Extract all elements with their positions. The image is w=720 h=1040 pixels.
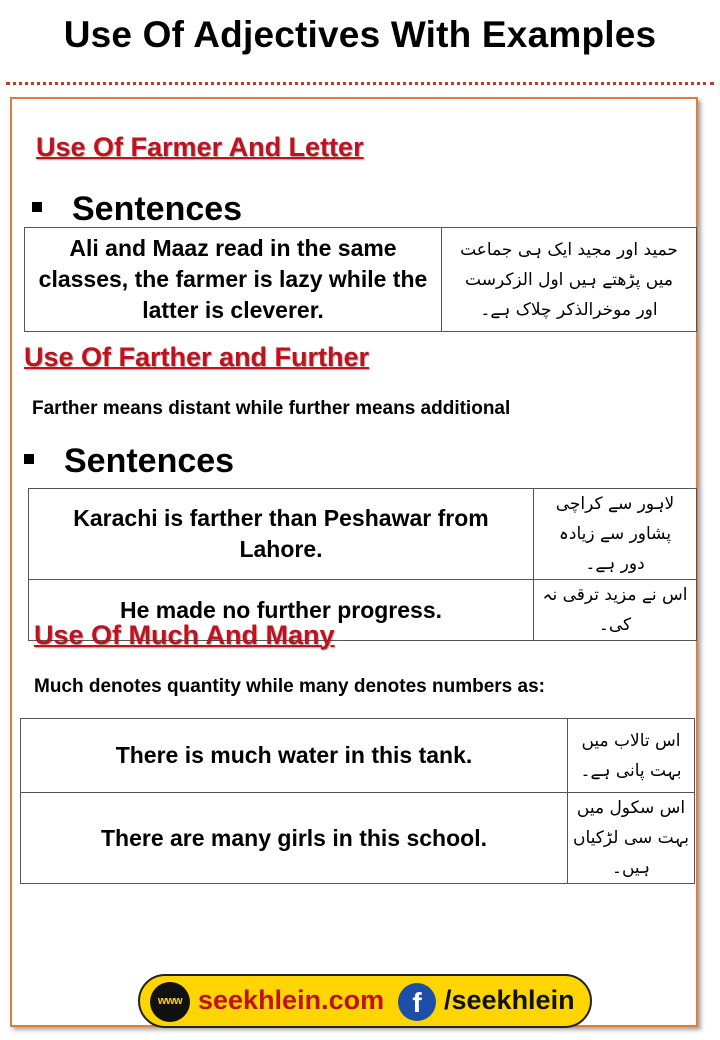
sentences-label: Sentences [24, 442, 234, 481]
facebook-icon[interactable]: f [398, 983, 436, 1021]
english-sentence: He made no further progress. [29, 580, 534, 641]
bullet-icon [32, 202, 42, 212]
english-sentence: Ali and Maaz read in the same classes, the farmer is lazy while the latter is cleverer. [25, 228, 442, 332]
facebook-handle[interactable]: /seekhlein [444, 985, 575, 1015]
title-divider [6, 82, 714, 85]
table-row [29, 489, 697, 580]
sentences-label: Sentences [32, 190, 242, 229]
footer-banner [138, 974, 592, 1028]
table-row [21, 719, 695, 793]
bullet-icon [24, 454, 34, 464]
table-row [25, 228, 697, 332]
english-sentence: There is much water in this tank. [21, 719, 568, 793]
example-table-farther-further [28, 488, 697, 641]
section-heading-farther-further: Use Of Farther and Further [24, 342, 370, 372]
table-row [21, 793, 695, 884]
urdu-translation: اس سکول میں بہت سی لڑکیاں ہیں۔ [568, 793, 695, 884]
section-heading-farmer-letter: Use Of Farmer And Letter [36, 132, 364, 162]
page-title: Use Of Adjectives With Examples [63, 14, 657, 55]
urdu-translation: حمید اور مجید ایک ہی جماعت میں پڑھتے ہیں اول الزکرست اور موخرالذکر چلاک ہے۔ [442, 228, 697, 332]
section-heading-much-many: Use Of Much And Many [34, 620, 335, 650]
urdu-translation: اس نے مزید ترقی نہ کی۔ [534, 580, 697, 641]
globe-www-icon: www [150, 982, 190, 1022]
example-table-much-many [20, 718, 695, 884]
english-sentence: There are many girls in this school. [21, 793, 568, 884]
section-description: Farther means distant while further means additional [32, 398, 511, 419]
urdu-translation: لاہور سے کراچی پشاور سے زیادہ دور ہے۔ [534, 489, 697, 580]
section-description: Much denotes quantity while many denotes numbers as: [34, 676, 545, 697]
english-sentence: Karachi is farther than Peshawar from Lahore. [29, 489, 534, 580]
urdu-translation: اس تالاب میں بہت پانی ہے۔ [568, 719, 695, 793]
example-table-farmer-letter [24, 227, 697, 332]
website-link[interactable]: seekhlein.com [198, 985, 385, 1015]
